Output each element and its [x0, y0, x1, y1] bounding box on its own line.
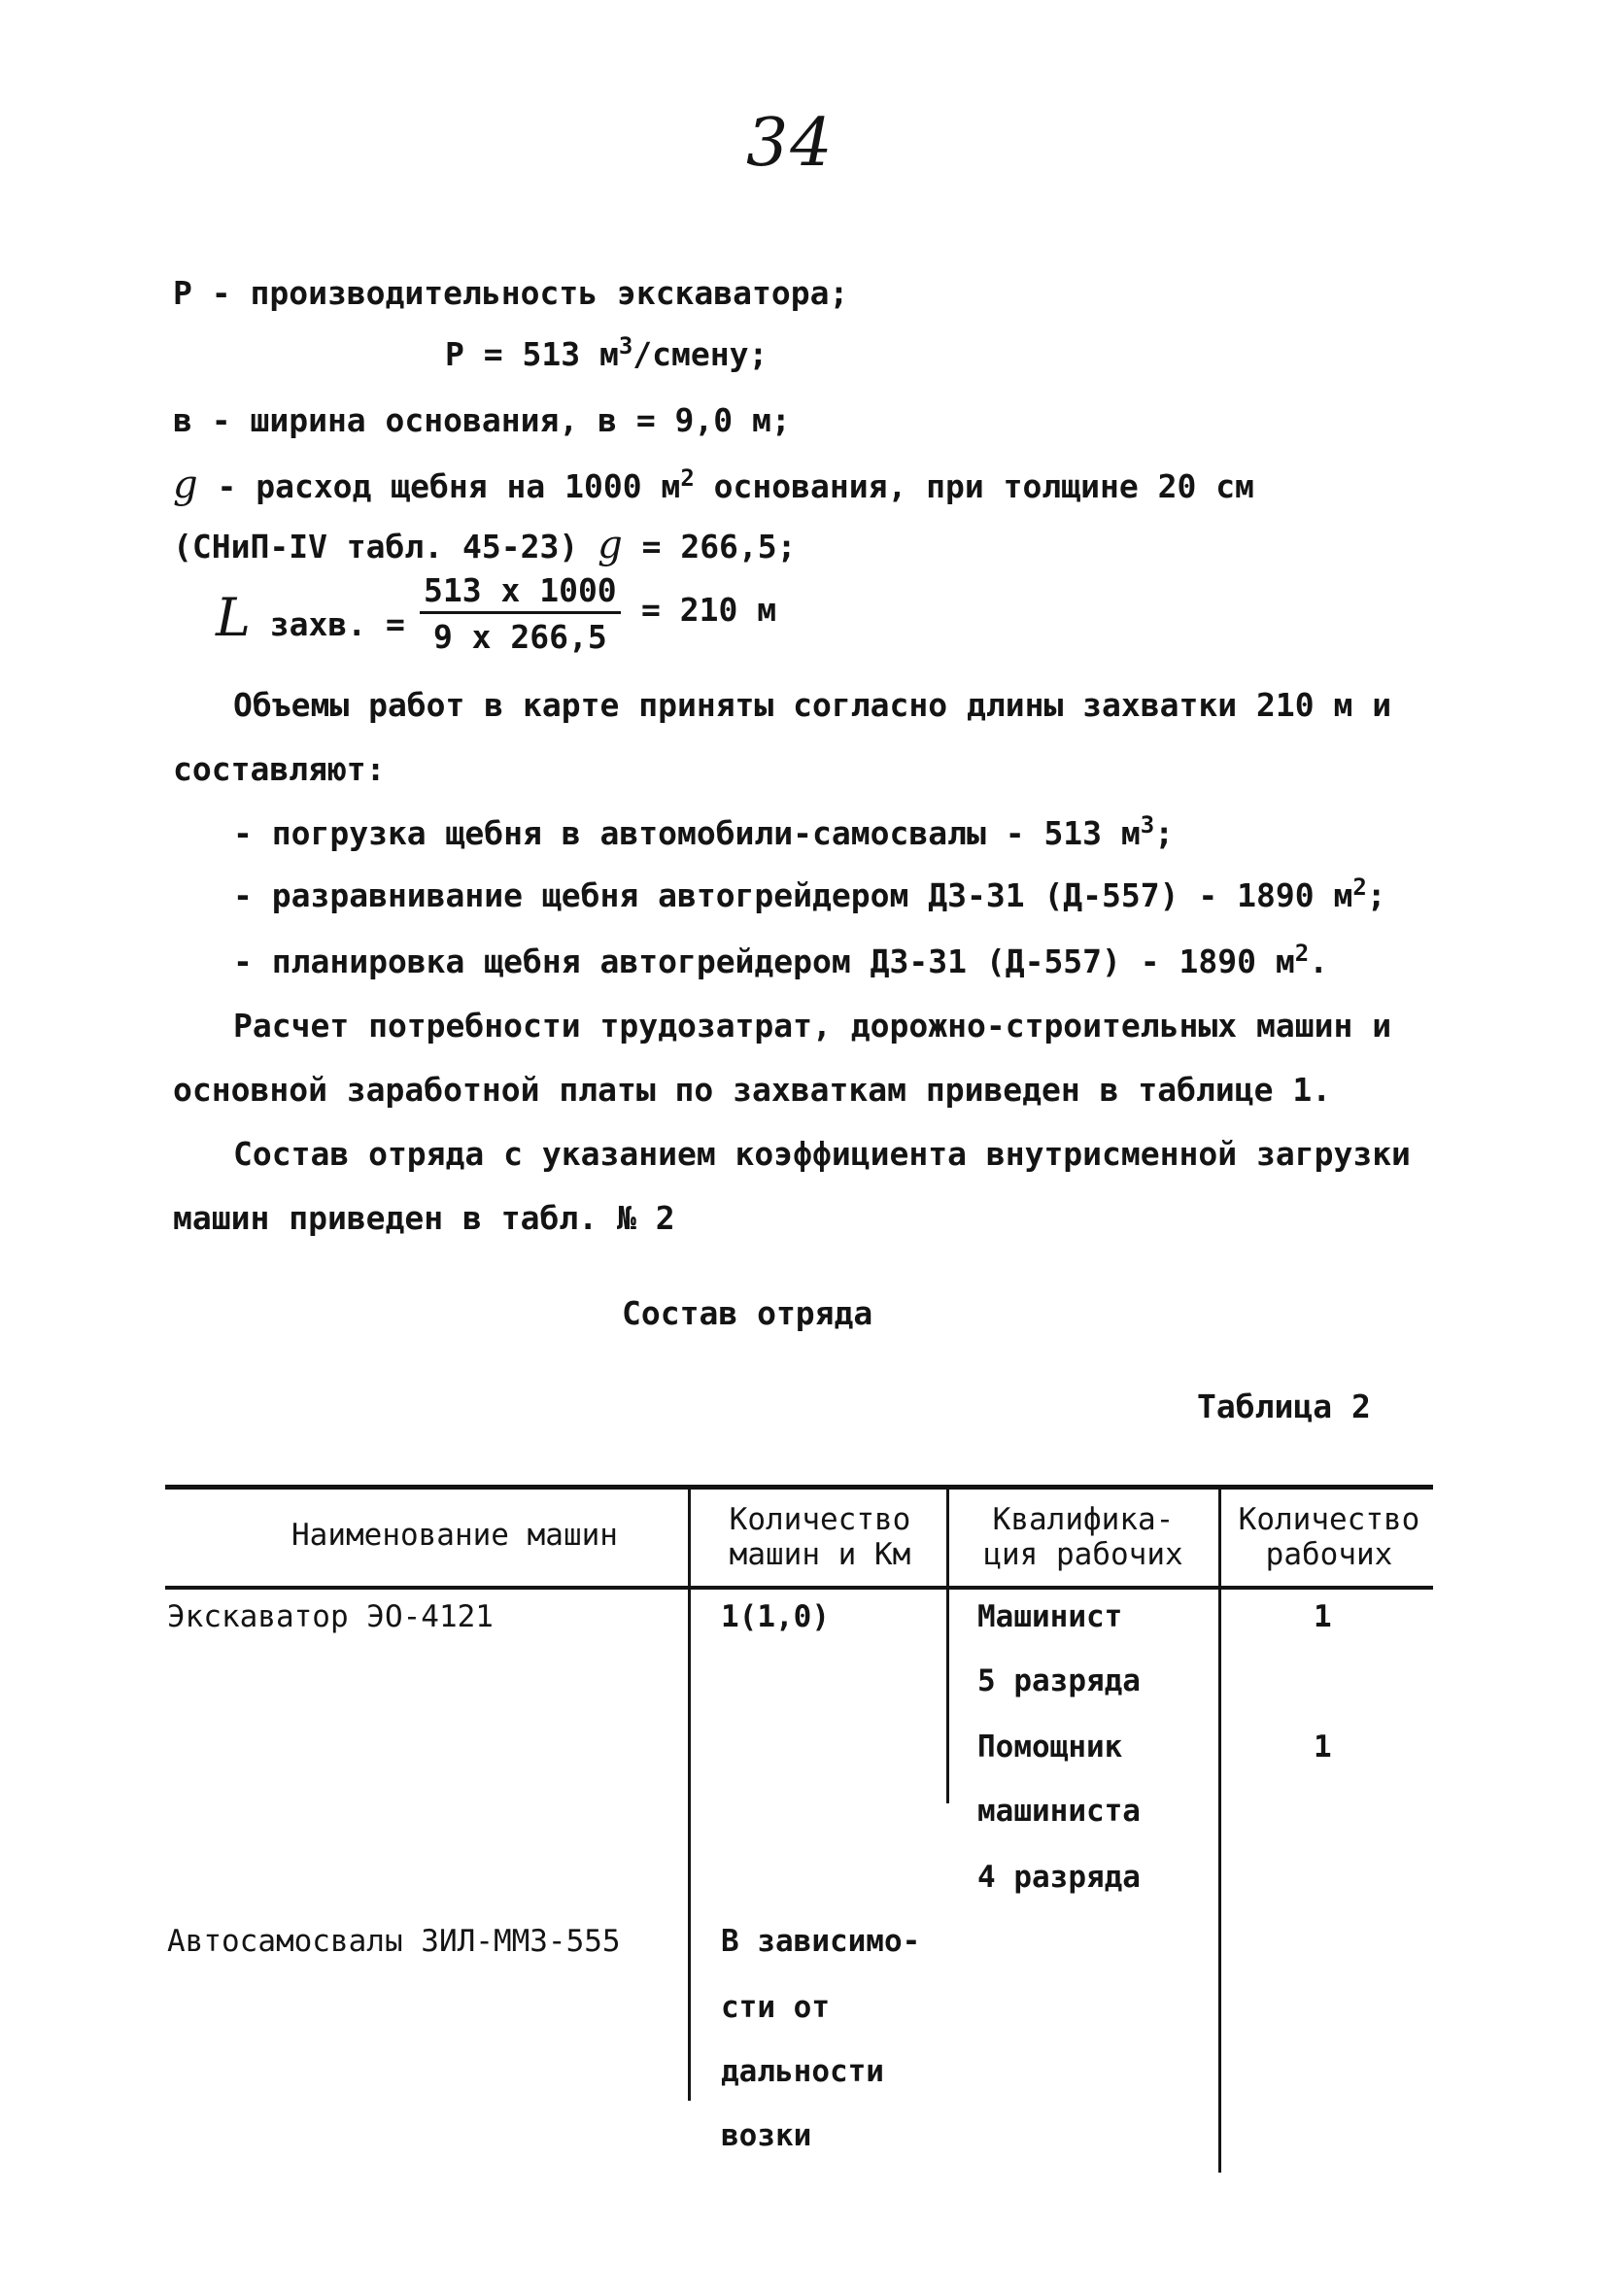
grip-length-result: [641, 591, 776, 629]
paragraph-calculation-line1-text: Расчет потребности трудозатрат, дорожно-строительных машин и: [233, 1007, 1392, 1045]
table-row-2-count-4: возки: [721, 2118, 812, 2153]
table-header-rule: [165, 1586, 1433, 1590]
bullet-leveling-sup: 2: [1294, 940, 1310, 967]
line-consumption-pre: - расход щебня на 1000 м: [197, 467, 681, 505]
paragraph-calculation-line2: [173, 1071, 1331, 1109]
line-snip-reference-pre: (СНиП-IV табл. 45-23): [173, 528, 579, 565]
header-worker-count-line2: рабочих: [1265, 1537, 1393, 1572]
bullet-spreading-pre: - разравнивание щебня автогрейдером ДЗ-31 (Д-557) - 1890 м: [233, 876, 1353, 914]
fraction-denominator: 9 х 266,5: [432, 618, 607, 656]
table-row-1-workers-2: 1: [1314, 1730, 1332, 1765]
header-worker-count-line1: Количество: [1238, 1502, 1420, 1537]
table-row-1-name: Экскаватор ЭО-4121: [167, 1599, 494, 1634]
header-qualification: [962, 1502, 1205, 1572]
table-row-2-count-2: сти от: [721, 1990, 830, 2025]
table-row-2-count-1: В зависимо-: [721, 1924, 921, 1959]
paragraph-volumes-line1: [233, 686, 1391, 724]
fraction-numerator: 513 х 1000: [420, 571, 621, 614]
table-title: Состав отряда: [622, 1294, 873, 1332]
line-productivity-value: [445, 332, 769, 373]
g-symbol: g: [173, 463, 198, 507]
header-qualification-line1: Квалифика-: [992, 1502, 1175, 1537]
bullet-spreading-sup: 2: [1352, 874, 1367, 901]
header-qualification-line2: ция рабочих: [983, 1537, 1183, 1572]
line-base-width-text: в - ширина основания, в = 9,0 м;: [173, 401, 791, 439]
paragraph-calculation-line1: [233, 1007, 1391, 1045]
l-symbol: L: [216, 587, 251, 648]
bullet-loading-post: ;: [1154, 814, 1175, 852]
g-symbol: g: [598, 523, 623, 567]
header-machine-name: [291, 1518, 618, 1553]
paragraph-composition-line1-text: Состав отряда с указанием коэффициента внутрисменной загрузки: [233, 1135, 1411, 1173]
paragraph-calculation-line2-text: основной заработной платы по захваткам приведен в таблице 1.: [173, 1071, 1332, 1109]
bullet-loading: [233, 811, 1175, 852]
grip-length-label: захв. =: [269, 605, 405, 643]
table-row-1-qual-1: Машинист: [977, 1599, 1123, 1634]
table-caption: Таблица 2: [1197, 1388, 1371, 1425]
paragraph-composition-line1: [233, 1135, 1411, 1173]
line-productivity: [173, 274, 848, 312]
table-row-2-count-3: дальности: [721, 2054, 884, 2089]
grip-length-fraction: [420, 571, 621, 656]
line-productivity-value-sup: 3: [618, 332, 633, 360]
table-row-1-qual-4: машиниста: [977, 1794, 1141, 1829]
paragraph-composition-line2-text: машин приведен в табл. № 2: [173, 1199, 675, 1237]
table-row-1-qual-5: 4 разряда: [977, 1860, 1141, 1895]
paragraph-composition-line2: [173, 1199, 675, 1237]
header-machine-count: [713, 1502, 927, 1572]
line-consumption: [173, 463, 1254, 507]
bullet-spreading: [233, 876, 1386, 914]
table-row-1-qual-2: 5 разряда: [977, 1663, 1141, 1698]
grip-length-result-text: = 210 м: [641, 591, 777, 629]
header-machine-count-line1: Количество: [729, 1502, 911, 1537]
table-top-rule: [165, 1485, 1433, 1490]
bullet-loading-sup: 3: [1140, 811, 1155, 839]
paragraph-volumes-line2-text: составляют:: [173, 750, 386, 788]
line-productivity-value-post: /смену;: [632, 335, 769, 373]
line-productivity-value-pre: Р = 513 м: [445, 335, 619, 373]
table-row-2-name: Автосамосвалы ЗИЛ-ММЗ-555: [167, 1924, 621, 1959]
header-machine-name-text: Наименование машин: [291, 1518, 618, 1553]
table-row-1-qual-3: Помощник: [977, 1730, 1123, 1765]
header-worker-count: [1226, 1502, 1432, 1572]
column-divider-1: [688, 1487, 691, 2101]
bullet-leveling: [233, 942, 1328, 980]
line-grip-length-label: [216, 587, 405, 648]
bullet-spreading-post: ;: [1366, 876, 1386, 914]
page-number: 34: [746, 105, 835, 182]
table-row-1-count: 1(1,0): [721, 1599, 830, 1634]
bullet-leveling-pre: - планировка щебня автогрейдером ДЗ-31 (Д-557) - 1890 м: [233, 942, 1295, 980]
column-divider-2: [946, 1487, 949, 1803]
line-snip-reference: [173, 523, 797, 567]
table-row-1-workers-1: 1: [1314, 1599, 1332, 1634]
paragraph-volumes-line2: [173, 750, 386, 788]
header-machine-count-line2: машин и Км: [729, 1537, 911, 1572]
line-base-width: [173, 401, 791, 439]
line-productivity-text: Р - производительность экскаватора;: [173, 274, 849, 312]
line-consumption-post: основания, при толщине 20 см: [694, 467, 1254, 505]
paragraph-volumes-line1-text: Объемы работ в карте приняты согласно длины захватки 210 м и: [233, 686, 1392, 724]
line-consumption-sup: 2: [680, 464, 695, 492]
bullet-loading-pre: - погрузка щебня в автомобили-самосвалы - 513 м: [233, 814, 1141, 852]
bullet-leveling-post: .: [1309, 942, 1329, 980]
column-divider-3: [1218, 1487, 1221, 2173]
line-snip-reference-post: = 266,5;: [622, 528, 797, 565]
